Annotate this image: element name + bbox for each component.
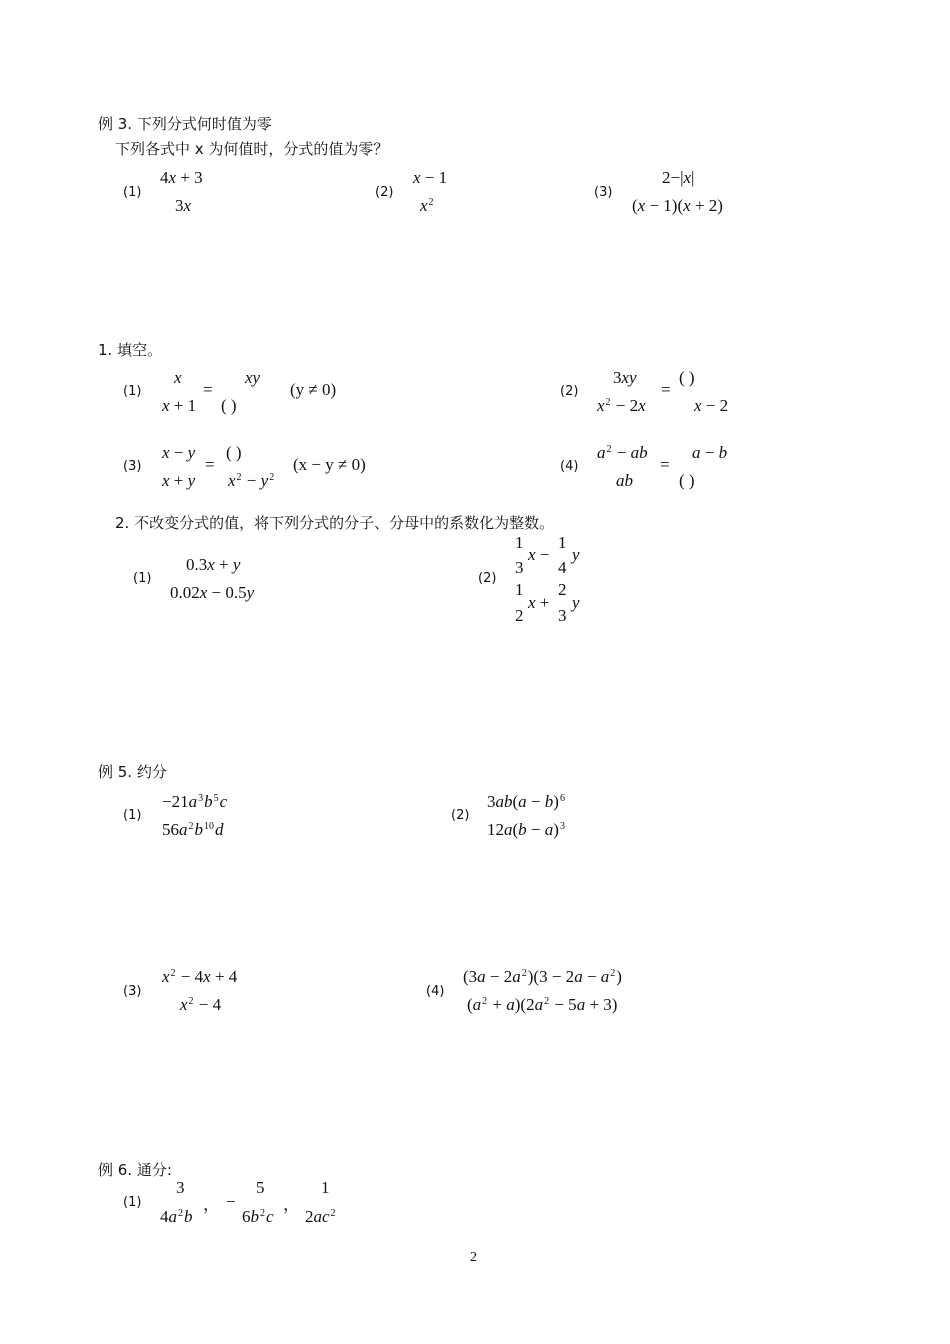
ex3-1-numerator: 4x + 3 [160, 168, 203, 187]
q1-4-left-denominator: ab [616, 471, 633, 490]
example-5-heading: 例 5. 约分 [98, 763, 167, 781]
question-1-heading: 1. 填空。 [98, 341, 163, 359]
q2-2-den-middle: x + [528, 593, 550, 612]
q1-3-blank: ( ) [226, 443, 242, 462]
q1-2-left-numerator: 3xy [613, 368, 637, 387]
ex5-2-denominator: $12a(b - a)^3$ [487, 820, 565, 839]
ex6-frac2-denominator: $6b^2c$ [242, 1207, 274, 1226]
ex5-4-denominator: $(a^2 + a)(2a^2 - 5a + 3)$ [467, 995, 618, 1014]
q2-2-num-middle: x − [528, 545, 550, 564]
ex6-frac2-numerator: 5 [256, 1178, 265, 1197]
ex5-3-numerator: $x^2 - 4x + 4$ [162, 967, 238, 986]
ex3-2-denominator: $x^2$ [420, 196, 434, 215]
ex5-3-denominator: $x^2 - 4$ [180, 995, 222, 1014]
q2-2-num-frac1-bottom: 3 [515, 558, 524, 577]
q1-2-right-denominator: x − 2 [694, 396, 729, 415]
q2-2-den-frac2-top: 2 [558, 580, 567, 599]
q1-3-left-numerator: x − y [162, 443, 196, 462]
q2-2-den-frac2-bottom: 3 [558, 606, 567, 625]
ex3-label-1: (1) [123, 185, 142, 200]
q1-label-1: (1) [123, 384, 142, 399]
ex3-3-denominator: (x − 1)(x + 2) [632, 196, 723, 215]
q1-4-equals: = [660, 455, 670, 474]
ex5-label-1: (1) [123, 808, 142, 823]
page-number: 2 [470, 1250, 477, 1265]
ex3-label-3: (3) [594, 185, 613, 200]
q1-label-2: (2) [560, 384, 579, 399]
q2-2-num-frac2-top: 1 [558, 533, 567, 552]
example-6-heading: 例 6. 通分: [98, 1161, 172, 1179]
q1-1-right-numerator: xy [245, 368, 261, 387]
example-3-instruction: 下列各式中 x 为何值时，分式的值为零？ [115, 140, 389, 158]
ex6-minus: − [226, 1192, 236, 1211]
q1-4-right-numerator: a − b [692, 443, 728, 462]
q1-2-left-denominator: $x^2 - 2x$ [597, 396, 646, 415]
q1-1-left-denominator: x + 1 [162, 396, 197, 415]
q2-2-den-frac1-bottom: 2 [515, 606, 524, 625]
q2-2-num-y: y [572, 545, 580, 564]
q1-4-left-numerator: $a^2$ − ab [597, 443, 648, 462]
ex6-frac3-denominator: $2ac^2$ [305, 1207, 336, 1226]
q1-1-left-numerator: x [174, 368, 182, 387]
ex3-2-numerator: x − 1 [413, 168, 448, 187]
ex6-frac3-numerator: 1 [321, 1178, 330, 1197]
q1-1-blank: ( ) [221, 396, 237, 415]
ex5-2-numerator: $3ab(a - b)^6$ [487, 792, 565, 811]
q1-label-3: (3) [123, 459, 142, 474]
ex5-label-2: (2) [451, 808, 470, 823]
ex5-1-numerator: $-21a^3b^5c$ [162, 792, 228, 811]
ex5-label-3: (3) [123, 984, 142, 999]
example-3-heading: 例 3. 下列分式何时值为零 [98, 115, 272, 133]
q1-2-equals: = [661, 380, 671, 399]
ex3-1-denominator: 3x [175, 196, 192, 215]
ex6-frac1-numerator: 3 [176, 1178, 185, 1197]
question-2-heading: 2. 不改变分式的值，将下列分式的分子、分母中的系数化为整数。 [115, 514, 555, 532]
q1-3-right-denominator: $x^2 - y^2$ [228, 471, 275, 490]
q2-2-num-frac2-bottom: 4 [558, 558, 567, 577]
q1-3-equals: = [205, 455, 215, 474]
ex6-frac1-denominator: $4a^2b$ [160, 1207, 193, 1226]
q1-4-blank: ( ) [679, 471, 695, 490]
q2-label-2: (2) [478, 571, 497, 586]
ex3-3-numerator: 2−|x| [662, 168, 695, 187]
q2-1-denominator: 0.02x − 0.5y [170, 583, 255, 602]
q2-1-numerator: 0.3x + y [186, 555, 241, 574]
q2-label-1: (1) [133, 571, 152, 586]
q1-1-condition: (y ≠ 0) [290, 380, 337, 399]
q2-2-den-frac1-top: 1 [515, 580, 524, 599]
ex6-separator-1: ， [203, 1195, 220, 1214]
q2-2-num-frac1-top: 1 [515, 533, 524, 552]
q1-label-4: (4) [560, 459, 579, 474]
ex5-1-denominator: $56a^2b^{10}d$ [162, 820, 224, 839]
ex6-label-1: (1) [123, 1195, 142, 1210]
q2-2-den-y: y [572, 593, 580, 612]
ex5-4-numerator: $(3a - 2a^2)(3 - 2a - a^2)$ [463, 967, 622, 986]
q1-3-condition: (x − y ≠ 0) [293, 455, 366, 474]
q1-3-left-denominator: x + y [162, 471, 196, 490]
ex5-label-4: (4) [426, 984, 445, 999]
ex3-label-2: (2) [375, 185, 394, 200]
q1-1-equals: = [203, 380, 213, 399]
q1-2-blank: ( ) [679, 368, 695, 387]
ex6-separator-2: ， [283, 1195, 300, 1214]
